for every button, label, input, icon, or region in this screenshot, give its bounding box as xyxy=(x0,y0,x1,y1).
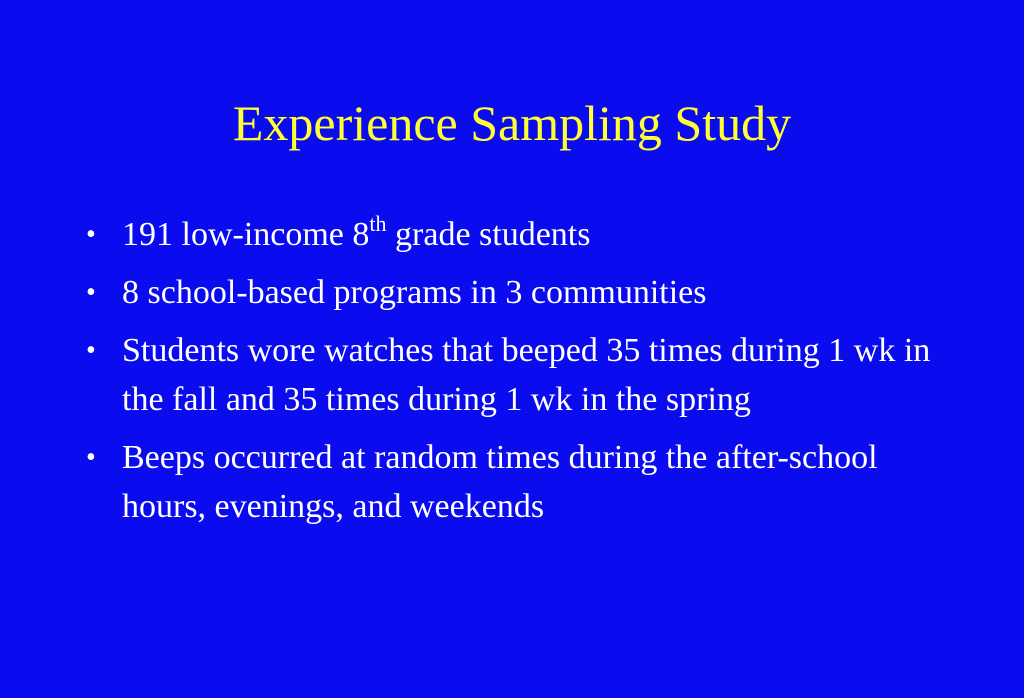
bullet-dot-icon: • xyxy=(86,277,96,308)
bullet-dot-icon: • xyxy=(86,219,96,250)
bullet-text-part: 191 low-income 8 xyxy=(122,216,370,253)
bullet-item xyxy=(86,210,966,259)
bullet-list xyxy=(86,210,966,540)
bullet-text: Beeps occurred at random times during the after-school hours, evenings, and weekends xyxy=(122,439,878,525)
bullet-item xyxy=(86,326,966,424)
bullet-text: 8 school-based programs in 3 communities xyxy=(122,274,707,311)
bullet-item xyxy=(86,268,966,317)
bullet-text-part: grade students xyxy=(386,216,591,253)
bullet-dot-icon: • xyxy=(86,442,96,473)
bullet-text xyxy=(122,211,591,253)
slide-title: Experience Sampling Study xyxy=(232,95,792,151)
bullet-text: Students wore watches that beeped 35 times during 1 wk in the fall and 35 times during 1 wk in the spring xyxy=(122,332,931,418)
bullet-item xyxy=(86,433,966,531)
superscript: th xyxy=(369,211,387,236)
bullet-dot-icon: • xyxy=(86,335,96,366)
